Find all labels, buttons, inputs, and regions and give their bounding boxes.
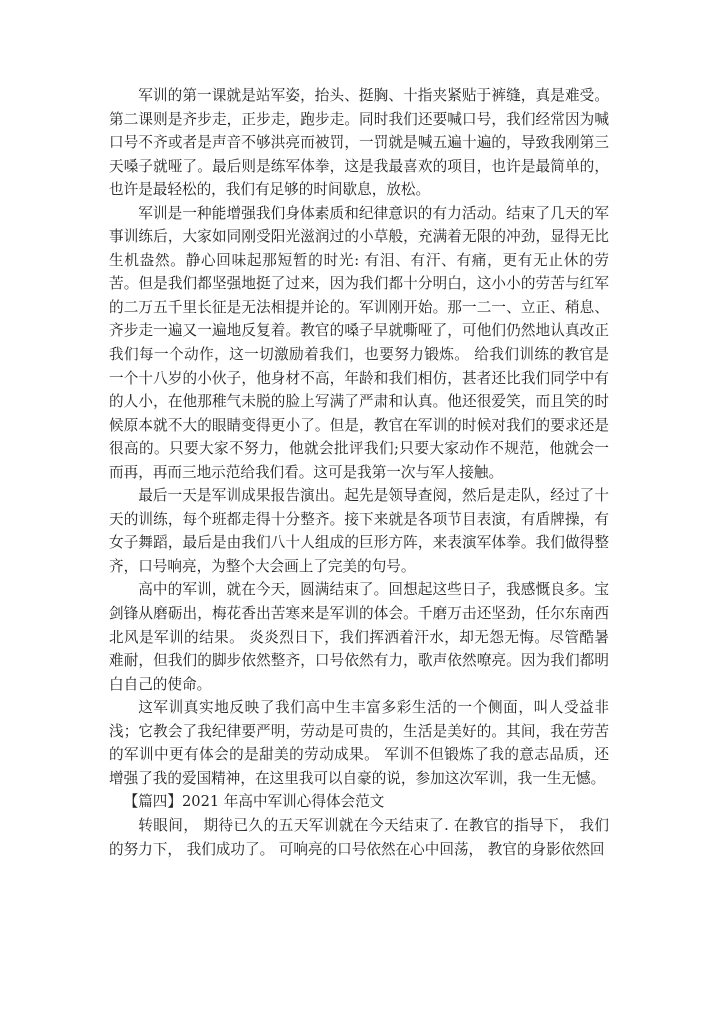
- paragraph-conclusion: 高中的军训，就在今天，圆满结束了。回想起这些日子，我感慨良多。宝剑锋从磨砺出，梅花香出苦寒来是军训的体会。千磨万击还坚劲，任尔东南西北风是军训的结果。 炎炎烈日下，我们挥洒着汗水，却无怨无悔。尽管酷暑难耐，但我们的脚步依然整齐，口号依然有力，歌声依然嘹亮。因为我们都明白自己的使命。: [109, 581, 609, 693]
- paragraph-summary: 这军训真实地反映了我们高中生丰富多彩生活的一个侧面，叫人受益非浅；它教会了我纪律要严明，劳动是可贵的，生活是美好的。其间，我在劳苦的军训中更有体会的是甜美的劳动成果。 军训不但锻炼了我的意志品质，还增强了我的爱国精神，在这里我可以自豪的说，参加这次军训，我一生无憾。: [109, 699, 609, 787]
- heading-open-bracket: 【: [123, 793, 139, 811]
- paragraph-final-day: 最后一天是军训成果报告演出。起先是领导查阅，然后是走队，经过了十天的训练，每个班都走得十分整齐。接下来就是各项节目表演，有盾牌操，有女子舞蹈，最后是由我们八十人组成的巨形方阵，来表演军体拳。我们做得整齐，口号响亮，为整个大会画上了完美的句号。: [109, 487, 609, 575]
- section-heading: [109, 790, 609, 814]
- paragraph-drill-basics: 军训的第一课就是站军姿，抬头、挺胸、十指夹紧贴于裤缝，真是难受。第二课则是齐步走，正步走，跑步走。同时我们还要喊口号，我们经常因为喊口号不齐或者是声音不够洪亮而被罚，一罚就是喊五遍十遍的，导致我刚第三天嗓子就哑了。最后则是练军体拳，这是我最喜欢的项目，也许是最简单的，也许是最轻松的，我们有足够的时间歇息，放松。: [109, 87, 609, 199]
- paragraph-essay-four-start: 转眼间， 期待已久的五天军训就在今天结束了. 在教官的指导下， 我们的努力下， 我们成功了。 可响亮的口号依然在心中回荡， 教官的身影依然回: [109, 816, 609, 858]
- heading-label: 篇四: [138, 793, 168, 811]
- heading-title: 2021 年高中军训心得体会范文: [182, 793, 385, 811]
- heading-close-bracket: 】: [167, 793, 183, 811]
- document-page: [109, 84, 609, 861]
- paragraph-training-reflection: 军训是一种能增强我们身体素质和纪律意识的有力活动。结束了几天的军事训练后，大家如同刚受阳光滋润过的小草般，充满着无限的冲劲，显得无比生机盎然。静心回味起那短暂的时光: 有泪、有汗、有痛，更有无止休的劳苦。但是我们都坚强地挺了过来，因为我们都十分明白，这小小的劳苦与红军的二万五千里长征是无法相提并论的。军训刚开始。那一二一、立正、稍息、齐步走一遍又一遍地反复着。教官的嗓子早就嘶哑了，可他们仍然地认真改正我们每一个动作，这一切激励着我们，也要努力锻炼。 给我们训练的教官是一个十八岁的小伙子，他身材不高，年龄和我们相仿，甚者还比我们同学中有的人小，在他那稚气未脱的脸上写满了严肃和认真。他还很爱笑，而且笑的时候原本就不大的眼睛变得更小了。但是，教官在军训的时候对我们的要求还是很高的。只要大家不努力，他就会批评我们;只要大家动作不规范，他就会一而再，再而三地示范给我们看。这可是我第一次与军人接触。: [109, 204, 609, 481]
